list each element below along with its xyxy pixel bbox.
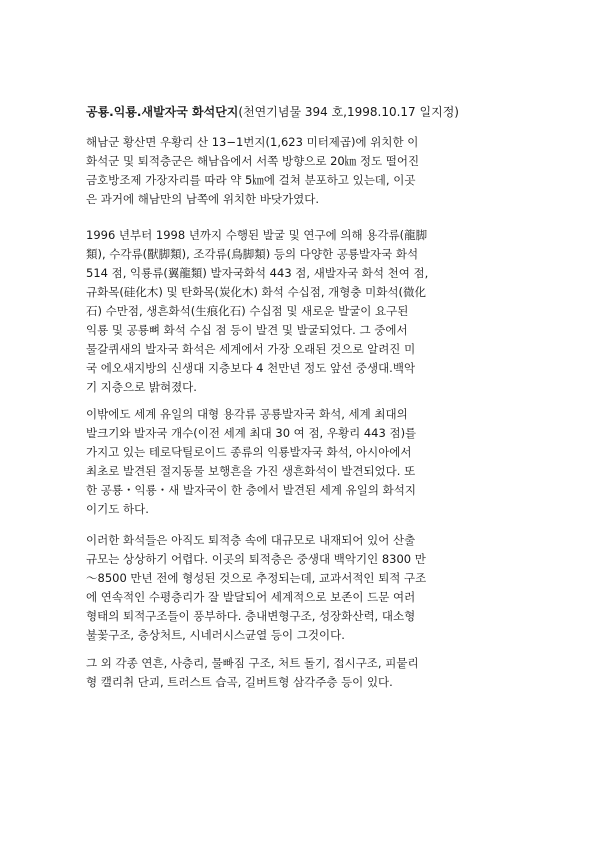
document-subtitle: (천연기념물 394 호,1998.10.17 일지정) [238,105,459,119]
paragraph-line: 불꽃구조, 층상처트, 시네러시스균열 등이 그것이다. [86,628,345,642]
document-title-line [86,104,526,120]
paragraph-line: 이기도 하다. [86,502,149,516]
document-title: 공룡.익룡.새발자국 화석단지 [86,105,239,119]
paragraph-line: 형 캘리취 단괴, 트러스트 습곡, 길버트형 삼각주층 등이 있다. [86,675,393,689]
paragraph-line: 1996 년부터 1998 년까지 수행된 발굴 및 연구에 의해 용각류(龍脚 [86,228,428,242]
paragraph-4 [86,531,518,645]
paragraph-line: 해남군 황산면 우황리 산 13−1번지(1,623 미터제곱)에 위치한 이 [86,135,419,149]
paragraph-line: 형태의 퇴적구조들이 풍부하다. 층내변형구조, 성장화산력, 대소형 [86,609,416,623]
paragraph-3 [86,405,518,519]
paragraph-line: 규화목(硅化木) 및 탄화목(炭化木) 화석 수십점, 개형충 미화석(微化 [86,285,426,299]
paragraph-line: 화석군 및 퇴적층군은 해남읍에서 서쪽 방향으로 20㎞ 정도 떨어진 [86,154,420,168]
paragraph-line: 514 점, 익룡류(翼龍類) 발자국화석 443 점, 새발자국 화석 천여 점, [86,266,429,280]
paragraph-2 [86,226,518,397]
paragraph-line: 물갈퀴새의 발자국 화석은 세계에서 가장 오래된 것으로 알려진 미 [86,342,416,356]
paragraph-line: 발크기와 발자국 개수(이전 세계 최대 30 여 점, 우황리 443 점)를 [86,426,417,440]
paragraph-line: 기 지층으로 밝혀졌다. [86,380,197,394]
paragraph-1 [86,133,518,209]
paragraph-line: 그 외 각종 연흔, 사층리, 물빠짐 구조, 처트 돌기, 접시구조, 피뭍리 [86,656,419,670]
paragraph-line: 이러한 화석들은 아직도 퇴적층 속에 대규모로 내재되어 있어 산출 [86,533,416,547]
paragraph-line: 금호방조제 가장자리를 따라 약 5㎞에 걸쳐 분포하고 있는데, 이곳 [86,173,416,187]
paragraph-line: 은 과거에 해남만의 남쪽에 위치한 바닷가였다. [86,192,320,206]
paragraph-line: 한 공룡・익룡・새 발자국이 한 층에서 발견된 세계 유일의 화석지 [86,483,416,497]
paragraph-line: 石) 수만점, 생흔화석(生痕化石) 수십점 및 새로운 발굴이 요구된 [86,304,409,318]
paragraph-line: 類), 수각류(獸脚類), 조각류(鳥脚類) 등의 다양한 공룡발자국 화석 [86,247,419,261]
paragraph-line: 최초로 발견된 절지동물 보행흔을 가진 생흔화석이 발견되었다. 또 [86,464,416,478]
paragraph-line: ～8500 만년 전에 형성된 것으로 추정되는데, 교과서적인 퇴적 구조 [86,571,427,585]
paragraph-5 [86,654,518,692]
paragraph-line: 가지고 있는 테로닥틸로이드 종류의 익룡발자국 화석, 아시아에서 [86,445,412,459]
paragraph-line: 규모는 상상하기 어렵다. 이곳의 퇴적층은 중생대 백악기인 8300 만 [86,552,426,566]
paragraph-line: 에 연속적인 수평층리가 잘 발달되어 세계적으로 보존이 드문 여러 [86,590,416,604]
paragraph-line: 국 에오새지방의 신생대 지층보다 4 천만년 정도 앞선 중생대.백악 [86,361,416,375]
paragraph-line: 익룡 및 공룡뼈 화석 수십 점 등이 발견 및 발굴되었다. 그 중에서 [86,323,408,337]
paragraph-line: 이밖에도 세계 유일의 대형 용각류 공룡발자국 화석, 세계 최대의 [86,407,408,421]
